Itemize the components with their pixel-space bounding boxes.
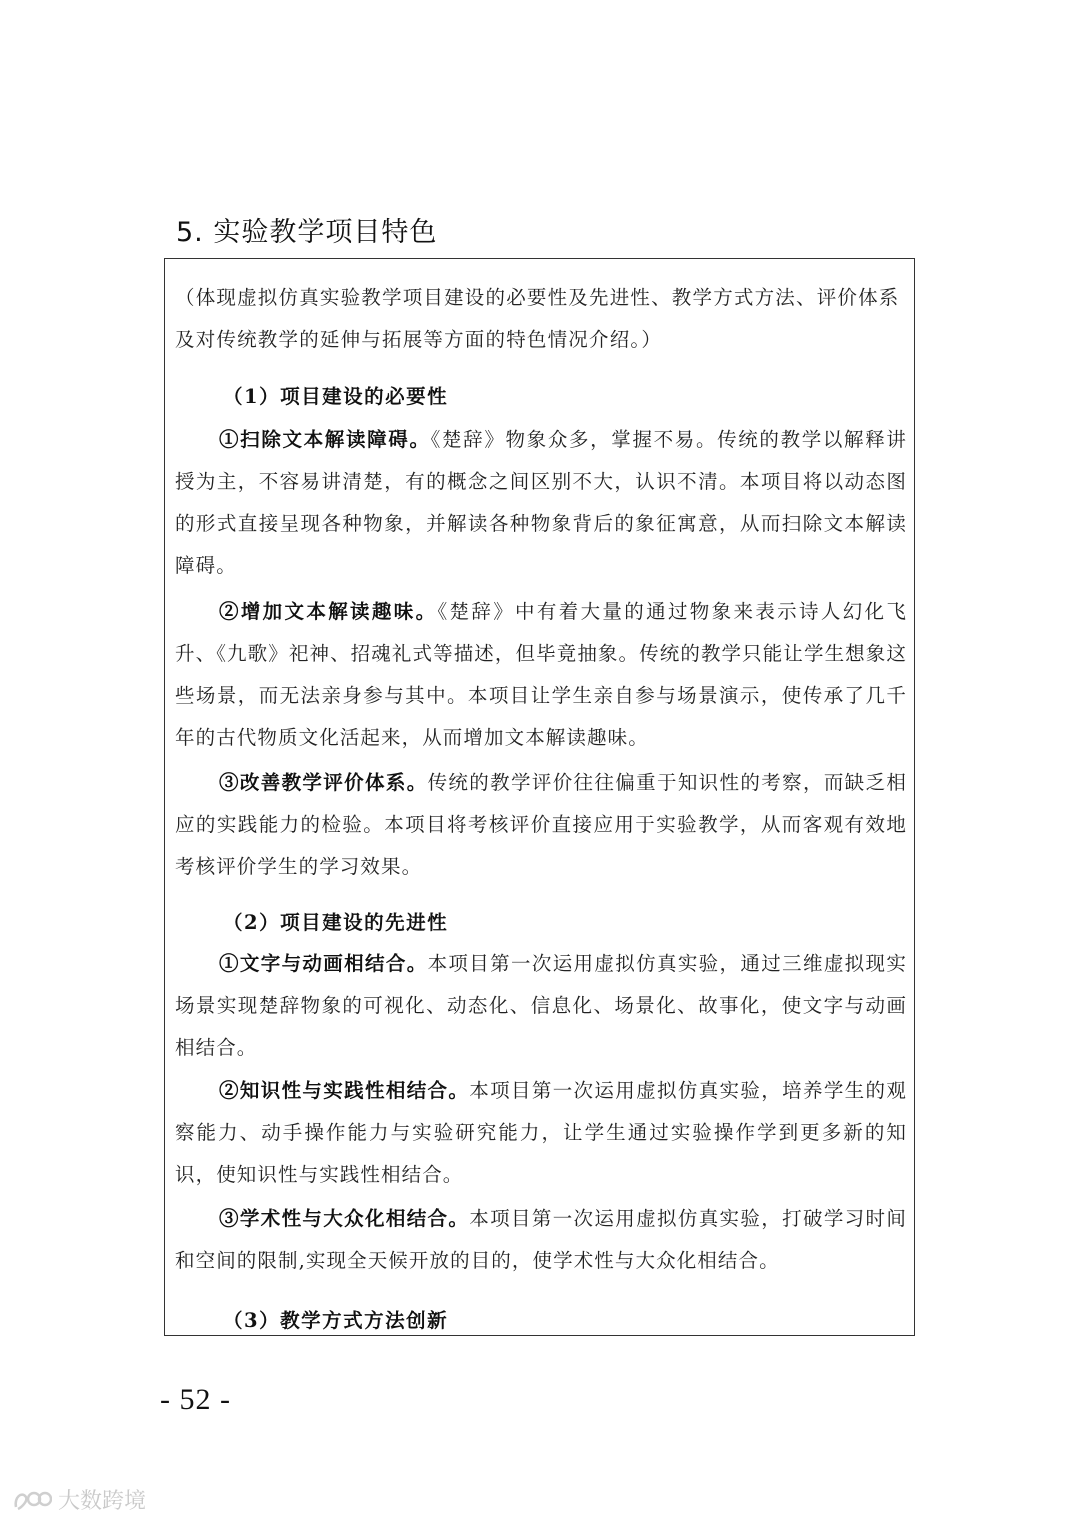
heading-advancement: （2）项目建设的先进性 — [223, 911, 449, 934]
content-box — [164, 258, 915, 1336]
necessity-paragraph-2 — [175, 591, 907, 759]
watermark-logo-icon — [12, 1487, 52, 1513]
heading-necessity: （1）项目建设的必要性 — [223, 385, 449, 408]
advancement-paragraph-2 — [175, 1070, 907, 1196]
heading-teaching-methods: （3）教学方式方法创新 — [223, 1309, 449, 1332]
paragraph-lead: ③改善教学评价体系。 — [219, 771, 428, 794]
advancement-paragraph-3 — [175, 1198, 907, 1282]
paragraph-lead: ②知识性与实践性相结合。 — [219, 1079, 470, 1102]
paragraph-lead: ①扫除文本解读障碍。 — [219, 428, 431, 451]
paragraph-text: 《楚辞》物象众多，掌握不易。传统的教学以解释讲授为主，不容易讲清楚，有的概念之间区别不大，认识不清。本项目将以动态图的形式直接呈现各种物象，并解读各种物象背后的象征寓意，从而扫除文本解读障碍。 — [175, 428, 907, 577]
paragraph-text: 传统的教学评价往往偏重于知识性的考察，而缺乏相应的实践能力的检验。本项目将考核评价直接应用于实验教学，从而客观有效地考核评价学生的学习效果。 — [175, 771, 907, 878]
page-number: - 52 - — [160, 1383, 231, 1416]
paragraph-text: 本项目第一次运用虚拟仿真实验，打破学习时间和空间的限制,实现全天候开放的目的，使学术性与大众化相结合。 — [175, 1207, 907, 1272]
paragraph-lead: ①文字与动画相结合。 — [219, 952, 428, 975]
paragraph-text: 本项目第一次运用虚拟仿真实验，通过三维虚拟现实场景实现楚辞物象的可视化、动态化、信息化、场景化、故事化，使文字与动画相结合。 — [175, 952, 907, 1059]
paragraph-lead: ②增加文本解读趣味。 — [219, 600, 438, 623]
paragraph-lead: ③学术性与大众化相结合。 — [219, 1207, 470, 1230]
advancement-paragraph-1 — [175, 943, 907, 1069]
necessity-paragraph-3 — [175, 762, 907, 888]
watermark — [12, 1484, 146, 1515]
intro-note: （体现虚拟仿真实验教学项目建设的必要性及先进性、教学方式方法、评价体系及对传统教学的延伸与拓展等方面的特色情况介绍。） — [175, 286, 900, 351]
section-title: 5. 实验教学项目特色 — [176, 217, 438, 248]
paragraph-text: 本项目第一次运用虚拟仿真实验，培养学生的观察能力、动手操作能力与实验研究能力，让学生通过实验操作学到更多新的知识，使知识性与实践性相结合。 — [175, 1079, 907, 1186]
watermark-text: 大数跨境 — [58, 1489, 147, 1514]
necessity-paragraph-1 — [175, 419, 907, 587]
paragraph-text: 《楚辞》中有着大量的通过物象来表示诗人幻化飞升、《九歌》祀神、招魂礼式等描述，但毕竟抽象。传统的教学只能让学生想象这些场景，而无法亲身参与其中。本项目让学生亲自参与场景演示，使传承了几千年的古代物质文化活起来，从而增加文本解读趣味。 — [175, 600, 907, 749]
